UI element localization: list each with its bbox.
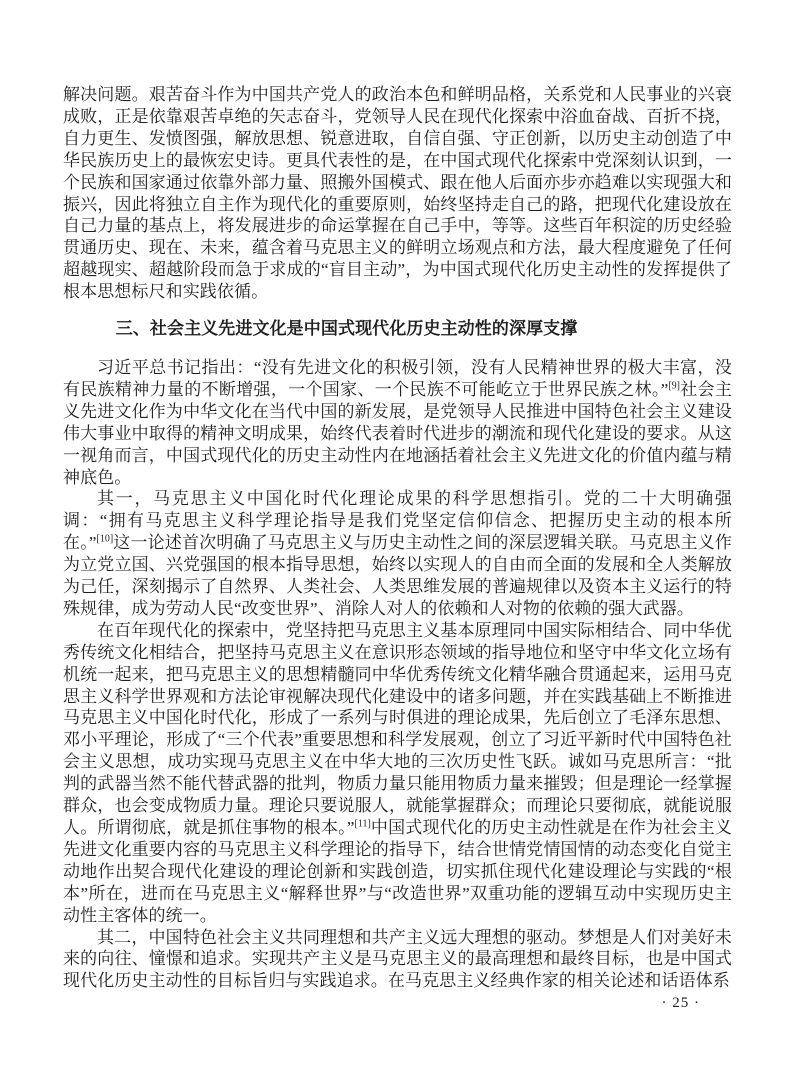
heading-section-three — [63, 318, 732, 340]
text-run: 中国式现代化的历史主动性就是在作为社会主义先进文化重要内容的马克思主义科学理论的指导下，结合世情党情国情的动态变化自觉主动地作出契合现代化建设的理论创新和实践创造，切实抓住现代化建设理论与实践的“根本”所在，进而在马克思主义“解释世界”与“改造世界”双重功能的逻辑互动中实现历史主动性主客体的统一。 — [63, 818, 732, 925]
text-run: 其一，马克思主义中国化时代化理论成果的科学思想指引。党的二十大明确强调：“拥有马克思主义科学理论指导是我们党坚定信仰信念、把握历史主动的根本所在。” — [63, 489, 732, 553]
paragraph-marxism-sinicization — [63, 620, 732, 927]
text-run: 三、社会主义先进文化是中国式现代化历史主动性的深厚支撑 — [115, 319, 578, 339]
text-run: 解决问题。艰苦奋斗作为中国共产党人的政治本色和鲜明品格，关系党和人民事业的兴衰成败，正是依靠艰苦卓绝的矢志奋斗，党领导人民在现代化探索中浴血奋战、百折不挠，自力更生、发愤图强，解放思想、锐意进取，自信自强、守正创新，以历史主动创造了中华民族历史上的最恢宏史诗。更具代表性的是，在中国式现代化探索中党深刻认识到，一个民族和国家通过依靠外部力量、照搬外国模式、跟在他人后面亦步亦趋难以实现强大和振兴，因此将独立自主作为现代化的重要原则，始终坚持走自己的路，把现代化建设放在自己力量的基点上，将发展进步的命运掌握在自己手中，等等。这些百年积淀的历史经验贯通历史、现在、未来，蕴含着马克思主义的鲜明立场观点和方法，最大程度避免了任何超越现实、超越阶段而急于求成的“盲目主动”，为中国式现代化历史主动性的发挥提供了根本思想标尺和实践依循。 — [63, 85, 732, 302]
text-run: 习近平总书记指出：“没有先进文化的积极引领，没有人民精神世界的极大丰富，没有民族精神力量的不断增强，一个国家、一个民族不可能屹立于世界民族之林。” — [63, 357, 732, 399]
paragraph-point-one-theory-guidance — [63, 488, 732, 619]
paragraph-continued — [63, 84, 732, 303]
footnote-marker: [10] — [96, 533, 114, 545]
footnote-marker: [9] — [668, 380, 681, 392]
text-run: 其二，中国特色社会主义共同理想和共产主义远大理想的驱动。梦想是人们对美好未来的向往、憧憬和追求。实现共产主义是马克思主义的最高理想和最终目标，也是中国式现代化历史主动性的目标旨归与实践追求。在马克思主义经典作家的相关论述和话语体系 — [63, 927, 732, 991]
page-text-block — [63, 84, 732, 992]
paragraph-point-two-ideals — [63, 927, 732, 993]
paragraph-advanced-culture-intro — [63, 357, 732, 488]
text-run: 社会主义先进文化作为中华文化在当代中国的新发展，是党领导人民推进中国特色社会主义建设伟大事业中取得的精神文明成果，始终代表着时代进步的潮流和现代化建设的要求。从这一视角而言，中国式现代化的历史主动性内在地涵括着社会主义先进文化的价值内蕴与精神底色。 — [63, 379, 732, 487]
footnote-marker: [11] — [354, 818, 371, 830]
page-number: · 25 · — [661, 995, 700, 1011]
text-run: 这一论述首次明确了马克思主义与历史主动性之间的深层逻辑关联。马克思主义作为立党立国、兴党强国的根本指导思想，始终以实现人的自由而全面的发展和全人类解放为己任，深刻揭示了自然界、人类社会、人类思维发展的普遍规律以及资本主义运行的特殊规律，成为劳动人民“改变世界”、消除人对人的依赖和人对物的依赖的强大武器。 — [63, 533, 732, 618]
text-run: 在百年现代化的探索中，党坚持把马克思主义基本原理同中国实际相结合、同中华优秀传统文化相结合，把坚持马克思主义在意识形态领域的指导地位和坚守中华文化立场有机统一起来，把马克思主义的思想精髓同中华优秀传统文化精华融合贯通起来，运用马克思主义科学世界观和方法论审视解决现代化建设中的诸多问题，并在实践基础上不断推进马克思主义中国化时代化，形成了一系列与时俱进的理论成果，先后创立了毛泽东思想、邓小平理论，形成了“三个代表”重要思想和科学发展观，创立了习近平新时代中国特色社会主义思想，成功实现马克思主义在中华大地的三次历史性飞跃。诚如马克思所言：“批判的武器当然不能代替武器的批判，物质力量只能用物质力量来摧毁；但是理论一经掌握群众，也会变成物质力量。理论只要说服人，就能掌握群众；而理论只要彻底，就能说服人。所谓彻底，就是抓住事物的根本。” — [63, 620, 732, 837]
